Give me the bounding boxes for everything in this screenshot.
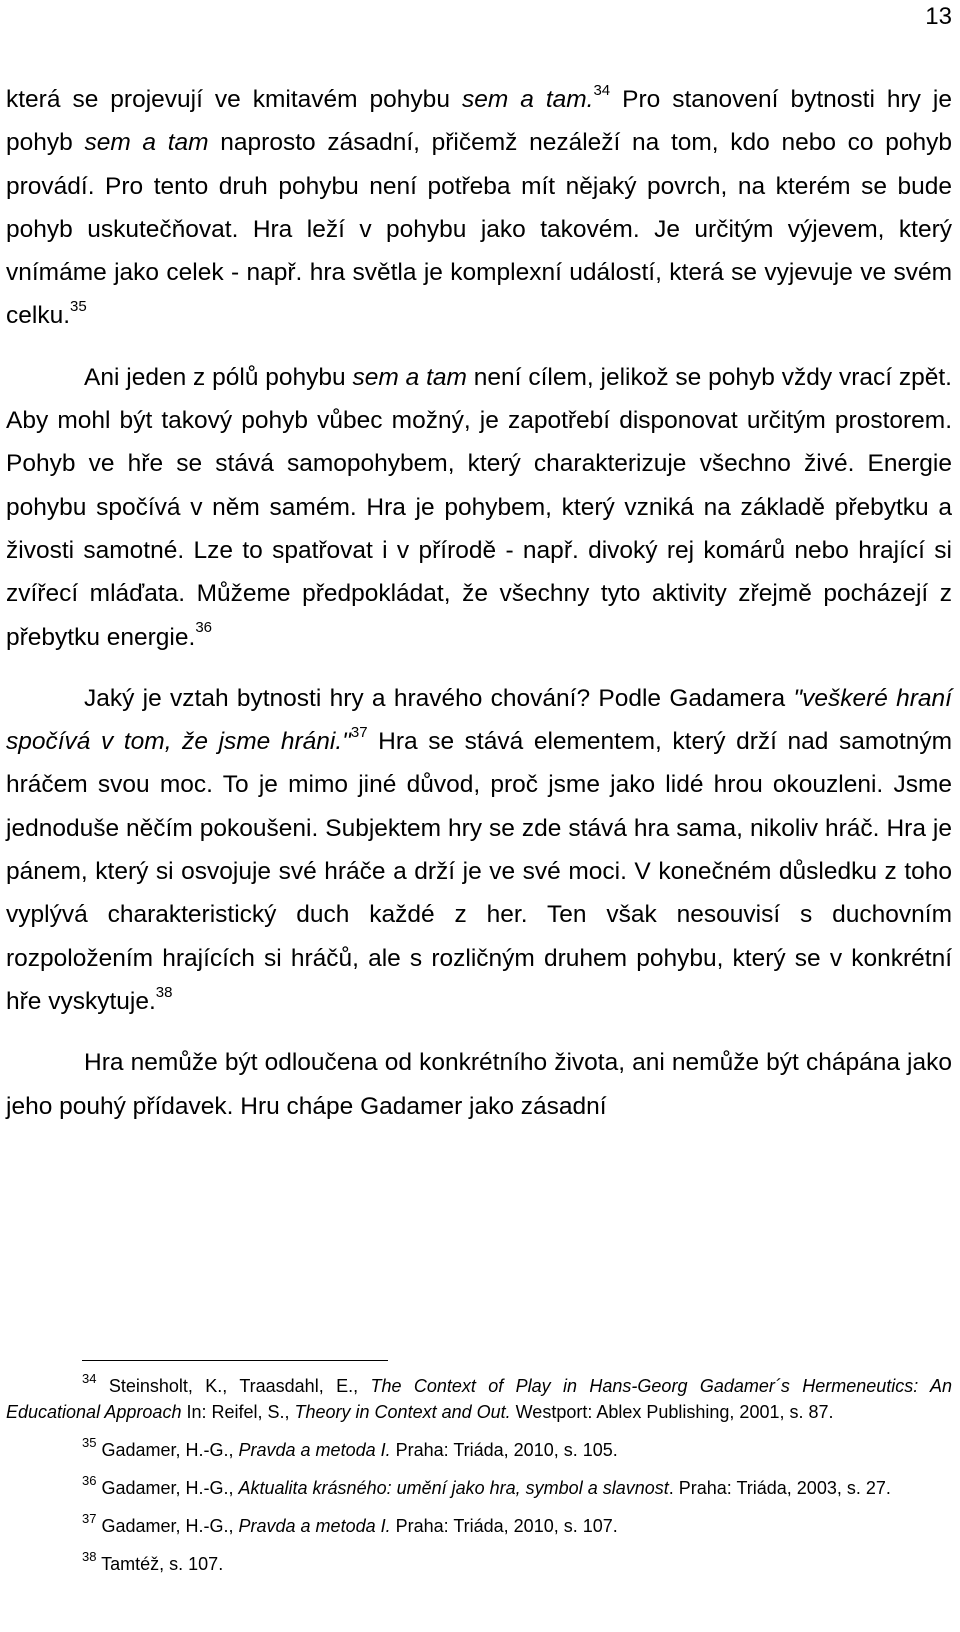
italic-run: sem a tam bbox=[352, 363, 467, 391]
italic-run: Aktualita krásného: umění jako hra, symbol a slavnost bbox=[238, 1478, 669, 1498]
footnote-37 bbox=[6, 1513, 952, 1539]
paragraph-3 bbox=[6, 677, 952, 1023]
footnote-number: 35 bbox=[82, 1435, 97, 1450]
text-run: Westport: Ablex Publishing, 2001, s. 87. bbox=[510, 1402, 834, 1422]
text-run: naprosto zásadní, přičemž nezáleží na tom, kdo nebo co pohyb provádí. Pro tento druh pohybu není potřeba mít nějaký povrch, na kterém se bude pohyb uskutečňovat. Hra leží v pohybu jako takovém. Je určitým výjevem, který vnímáme jako celek - např. hra světla je komplexní událostí, která se vyjevuje ve svém celku. bbox=[6, 129, 953, 330]
text-run: která se projevují ve kmitavém pohybu bbox=[6, 86, 462, 113]
footnote-separator bbox=[82, 1360, 388, 1361]
text-run: Ani jeden z pólů pohybu bbox=[84, 363, 353, 391]
footnote-number: 34 bbox=[82, 1371, 97, 1386]
text-run: Gadamer, H.-G., bbox=[96, 1440, 239, 1460]
italic-quote: "veškeré hraní spočívá v tom, že jsme hráni." bbox=[6, 684, 952, 756]
text-run: Praha: Triáda, 2010, s. 107. bbox=[390, 1516, 618, 1536]
paragraph-1 bbox=[6, 78, 952, 338]
text-run: Gadamer, H.-G., bbox=[96, 1478, 239, 1498]
footnote-35 bbox=[6, 1437, 952, 1463]
footnote-ref-36: 36 bbox=[195, 619, 213, 637]
text-run: Pro stanovení bytnosti hry je pohyb bbox=[6, 86, 952, 157]
italic-run: Theory in Context and Out. bbox=[294, 1402, 511, 1422]
paragraph-2 bbox=[6, 356, 952, 659]
text-run: In: Reifel, S., bbox=[181, 1402, 295, 1422]
text-run: . Praha: Triáda, 2003, s. 27. bbox=[668, 1478, 891, 1498]
italic-run: Pravda a metoda I. bbox=[238, 1440, 391, 1460]
footnote-number: 38 bbox=[82, 1549, 97, 1564]
text-run: Tamtéž, s. 107. bbox=[96, 1554, 224, 1574]
text-run: Jaký je vztah bytnosti hry a hravého chování? Podle Gadamera bbox=[84, 684, 794, 712]
body-text bbox=[6, 78, 952, 1128]
footnote-ref-37: 37 bbox=[350, 724, 368, 741]
text-run: Hra se stává elementem, který drží nad samotným hráčem svou moc. To je mimo jiné důvod, proč jsme jako lidé hrou okouzleni. Jsme jednoduše něčím pokoušeni. Subjektem hry se zde stává hra sama, nikoliv hráč. Hra je pánem, který si osvojuje své hráče a drží je ve své moci. V konečném důsledku z toho vyplývá charakteristický duch každé z her. Ten však nesouvisí s duchovním rozpoložením hrajících si hráčů, ale s rozličným druhem pohybu, který se v konkrétní hře vyskytuje. bbox=[6, 728, 953, 1015]
footnote-ref-38: 38 bbox=[155, 983, 173, 1001]
italic-run: The Context of Play in Hans-Georg Gadamer´s Hermeneutics: An Educational Approach bbox=[6, 1376, 952, 1422]
italic-run: Pravda a metoda I. bbox=[238, 1516, 391, 1536]
footnote-ref-34: 34 bbox=[593, 81, 611, 99]
text-run: Steinsholt, K., Traasdahl, E., bbox=[96, 1376, 371, 1396]
text-run: Gadamer, H.-G., bbox=[96, 1516, 239, 1536]
paragraph-4 bbox=[6, 1041, 952, 1128]
italic-run: sem a tam bbox=[84, 129, 209, 157]
footnote-38 bbox=[6, 1551, 952, 1577]
footnote-number: 37 bbox=[82, 1511, 97, 1526]
text-run: Hra nemůže být odloučena od konkrétního života, ani nemůže být chápána jako jeho pouhý přídavek. Hru chápe Gadamer jako zásadní bbox=[6, 1049, 952, 1120]
text-run: není cílem, jelikož se pohyb vždy vrací zpět. Aby mohl být takový pohyb vůbec možný, je zapotřebí disponovat určitým prostorem. Pohyb ve hře se stává samopohybem, který charakterizuje všechno živé. Energie pohybu spočívá v něm samém. Hra je pohybem, který vzniká na základě přebytku a živosti samotné. Lze to spatřovat i v přírodě - např. divoký rej komárů nebo hrající si zvířecí mláďata. Můžeme předpokládat, že všechny tyto aktivity zřejmě pocházejí z přebytku energie. bbox=[6, 363, 952, 651]
footnote-ref-35: 35 bbox=[70, 298, 87, 316]
page-number: 13 bbox=[925, 3, 952, 30]
footnote-34 bbox=[6, 1373, 952, 1425]
italic-run: sem a tam. bbox=[461, 86, 594, 113]
footnotes bbox=[6, 1360, 952, 1589]
text-run: Praha: Triáda, 2010, s. 105. bbox=[390, 1440, 618, 1460]
footnote-36 bbox=[6, 1475, 952, 1501]
footnote-number: 36 bbox=[82, 1473, 97, 1488]
